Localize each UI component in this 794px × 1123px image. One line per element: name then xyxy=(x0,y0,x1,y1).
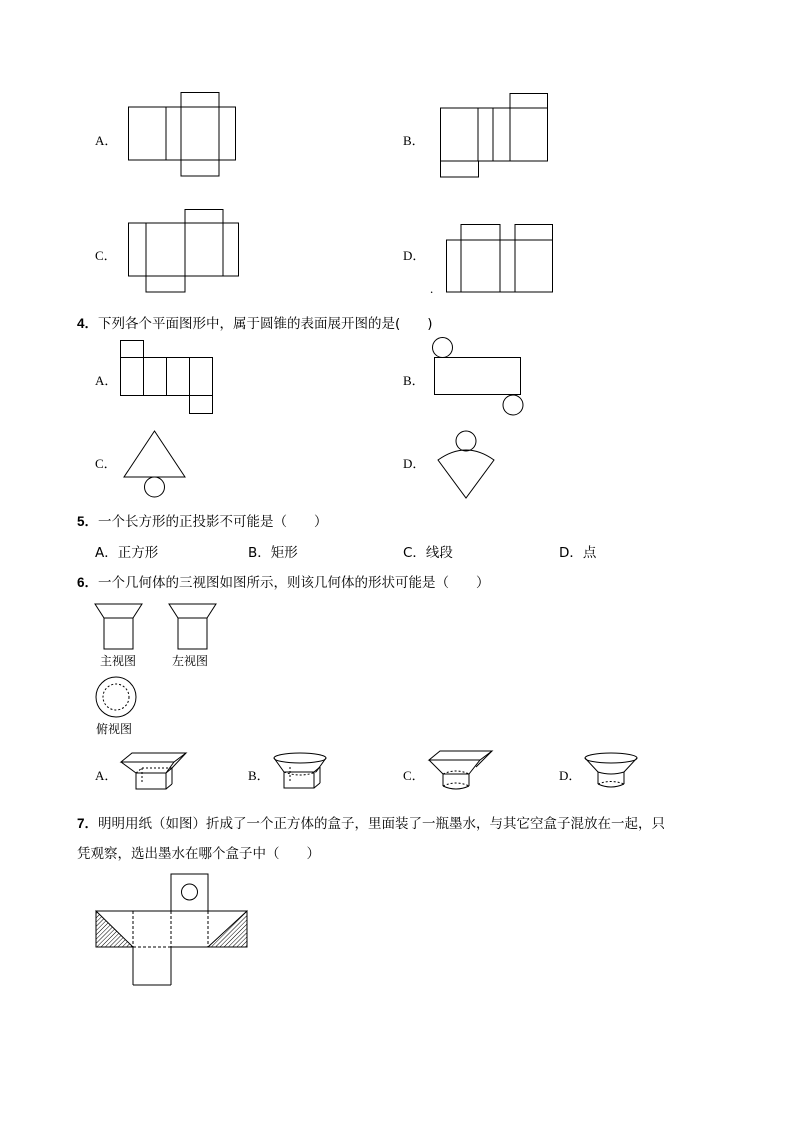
q7-line1: 明明用纸（如图）折成了一个正方体的盒子，里面装了一瓶墨水，与其它空盒子混放在一起，只 xyxy=(98,816,666,832)
q4-option-a-figure xyxy=(120,340,216,416)
q3-option-a-label: A． xyxy=(95,133,118,148)
q4-option-b-label: B． xyxy=(403,373,425,388)
q3-option-a-figure xyxy=(128,92,238,178)
q6-option-d-figure xyxy=(584,752,640,792)
q4-option-d-figure xyxy=(437,430,497,500)
q6-option-b-label: B． xyxy=(248,768,270,783)
q4-option-c-label: C． xyxy=(95,456,117,471)
q5-number: 5． xyxy=(77,514,99,529)
q6-option-c-figure xyxy=(428,750,494,794)
q6-option-a-label: A． xyxy=(95,768,118,783)
q3-option-d-dot: . xyxy=(430,281,434,296)
q3-option-d-figure xyxy=(446,224,554,294)
q5-option-d: D．点 xyxy=(559,545,597,561)
q3-option-b-label: B． xyxy=(403,133,425,148)
q6-left-view-caption: 左视图 xyxy=(172,654,209,668)
q5-option-c: C．线段 xyxy=(403,545,453,561)
q6-left-view xyxy=(168,603,218,651)
q5-option-b: B．矩形 xyxy=(248,545,298,561)
q3-option-c-label: C． xyxy=(95,248,117,263)
q3-option-b-figure xyxy=(440,93,550,179)
q7-line2: 凭观察，选出墨水在哪个盒子中（ ） xyxy=(77,846,320,862)
q3-option-d-label: D． xyxy=(403,248,426,263)
q4-option-c-figure xyxy=(123,430,187,498)
q6-option-c-label: C． xyxy=(403,768,425,783)
q6-option-a-figure xyxy=(120,752,188,794)
q7-number: 7． xyxy=(77,816,99,831)
q5-text: 一个长方形的正投影不可能是（ ） xyxy=(98,514,328,530)
q4-option-b-figure xyxy=(432,337,526,417)
q6-option-b-figure xyxy=(273,752,333,794)
q6-option-d-label: D． xyxy=(559,768,582,783)
q6-top-view-caption: 俯视图 xyxy=(96,722,133,736)
q4-option-a-label: A． xyxy=(95,373,118,388)
q6-top-view xyxy=(95,676,139,720)
q6-front-view-caption: 主视图 xyxy=(100,654,137,668)
q6-front-view xyxy=(94,603,144,651)
q3-option-c-figure xyxy=(128,209,240,295)
q4-option-d-label: D． xyxy=(403,456,426,471)
q4-text: 下列各个平面图形中，属于圆锥的表面展开图的是( ) xyxy=(98,316,433,332)
q5-option-a: A．正方形 xyxy=(95,545,159,561)
q6-number: 6． xyxy=(77,575,99,590)
q7-cube-net xyxy=(95,872,250,990)
q6-text: 一个几何体的三视图如图所示，则该几何体的形状可能是（ ） xyxy=(98,575,490,591)
q4-number: 4． xyxy=(77,316,99,331)
